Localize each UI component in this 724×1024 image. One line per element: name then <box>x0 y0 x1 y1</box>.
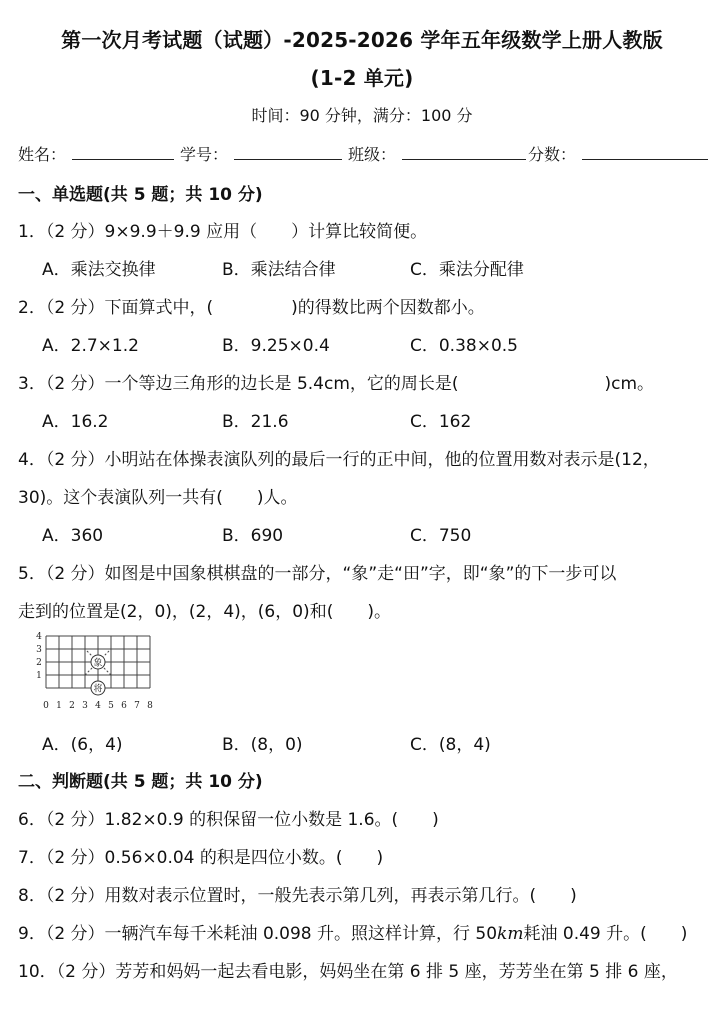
q2-option-a: A．2.7×1.2 <box>42 336 139 356</box>
x-tick-1: 1 <box>56 701 62 711</box>
score-blank <box>582 143 708 160</box>
elephant-piece-label: 象 <box>93 658 103 669</box>
general-piece-label: 将 <box>93 684 103 695</box>
student-id-blank <box>234 143 342 160</box>
q1-option-a: A．乘法交换律 <box>42 260 156 280</box>
y-tick-3: 3 <box>36 645 42 655</box>
x-tick-6: 6 <box>121 701 127 711</box>
elephant-piece <box>91 655 105 669</box>
q4-option-c: C．750 <box>410 526 472 546</box>
question-3 <box>18 369 654 394</box>
question-8: 8．（2 分）用数对表示位置时，一般先表示第几列，再表示第几行。( ) <box>18 886 577 906</box>
y-tick-1: 1 <box>36 671 42 681</box>
q2-option-b: B．9.25×0.4 <box>222 336 330 356</box>
q2-text-tail: )的得数比两个因数都小。 <box>291 298 485 318</box>
q3-text: 3．（2 分）一个等边三角形的边长是 5.4cm，它的周长是( <box>18 374 459 394</box>
name-field <box>18 142 180 165</box>
q5-option-b: B．(8，0) <box>222 735 303 755</box>
y-tick-2: 2 <box>36 658 42 668</box>
q5-option-c: C．(8，4) <box>410 735 491 755</box>
q4-option-b: B．690 <box>222 526 284 546</box>
question-6: 6．（2 分）1.82×0.9 的积保留一位小数是 1.6。( ) <box>18 810 439 830</box>
x-tick-7: 7 <box>134 701 140 711</box>
x-tick-4: 4 <box>95 701 101 711</box>
q4-option-a: A．360 <box>42 526 104 546</box>
x-tick-5: 5 <box>108 701 114 711</box>
question-5-line2: 走到的位置是(2，0)，(2，4)，(6，0)和( )。 <box>18 602 391 622</box>
student-id-field <box>180 142 348 165</box>
class-field <box>348 142 532 165</box>
page-title: 第一次月考试题（试题）-2025-2026 学年五年级数学上册人教版 <box>61 28 663 52</box>
q3-option-c: C．162 <box>410 412 472 432</box>
q3-text-tail: )cm。 <box>604 374 655 394</box>
q5-option-a: A．(6，4) <box>42 735 123 755</box>
q1-option-b: B．乘法结合律 <box>222 260 336 280</box>
x-tick-8: 8 <box>147 701 153 711</box>
question-2 <box>18 293 485 318</box>
class-blank <box>402 143 526 160</box>
question-10: 10．（2 分）芳芳和妈妈一起去看电影，妈妈坐在第 6 排 5 座，芳芳坐在第 5 排 6 座， <box>18 962 678 982</box>
question-7: 7．（2 分）0.56×0.04 的积是四位小数。( ) <box>18 848 384 868</box>
question-5-line1: 5．（2 分）如图是中国象棋棋盘的一部分，“象”走“田”字，即“象”的下一步可以 <box>18 564 617 584</box>
q2-text: 2．（2 分）下面算式中，( <box>18 298 214 318</box>
section1-heading: 一、单选题(共 5 题；共 10 分) <box>18 185 263 205</box>
q3-option-b: B．21.6 <box>222 412 289 432</box>
question-1: 1．（2 分）9×9.9＋9.9 应用（ ）计算比较简便。 <box>18 222 428 242</box>
score-field <box>528 142 714 165</box>
q1-option-c: C．乘法分配律 <box>410 260 524 280</box>
score-label: 分数： <box>528 145 577 164</box>
q9-unit: km <box>497 924 524 944</box>
x-tick-0: 0 <box>43 701 49 711</box>
question-9 <box>18 919 687 944</box>
q2-option-c: C．0.38×0.5 <box>410 336 519 356</box>
general-piece <box>91 681 105 695</box>
page-subtitle: (1-2 单元) <box>310 66 414 90</box>
question-4-line1: 4．（2 分）小明站在体操表演队列的最后一行的正中间，他的位置用数对表示是(12， <box>18 450 660 470</box>
exam-info: 时间：90 分钟，满分：100 分 <box>251 106 473 125</box>
x-tick-2: 2 <box>69 701 75 711</box>
question-4-line2: 30)。这个表演队列一共有( )人。 <box>18 488 298 508</box>
name-label: 姓名： <box>18 145 67 164</box>
chess-board-svg <box>34 630 164 712</box>
name-blank <box>72 143 174 160</box>
class-label: 班级： <box>348 145 397 164</box>
y-tick-4: 4 <box>36 632 42 642</box>
q3-option-a: A．16.2 <box>42 412 109 432</box>
chess-board-figure <box>34 630 164 712</box>
section2-heading: 二、判断题(共 5 题；共 10 分) <box>18 772 263 792</box>
student-id-label: 学号： <box>180 145 229 164</box>
q9-text-post: 耗油 0.49 升。( ) <box>523 924 688 944</box>
x-tick-3: 3 <box>82 701 88 711</box>
q9-text-pre: 9．（2 分）一辆汽车每千米耗油 0.098 升。照这样计算，行 50 <box>18 924 498 944</box>
